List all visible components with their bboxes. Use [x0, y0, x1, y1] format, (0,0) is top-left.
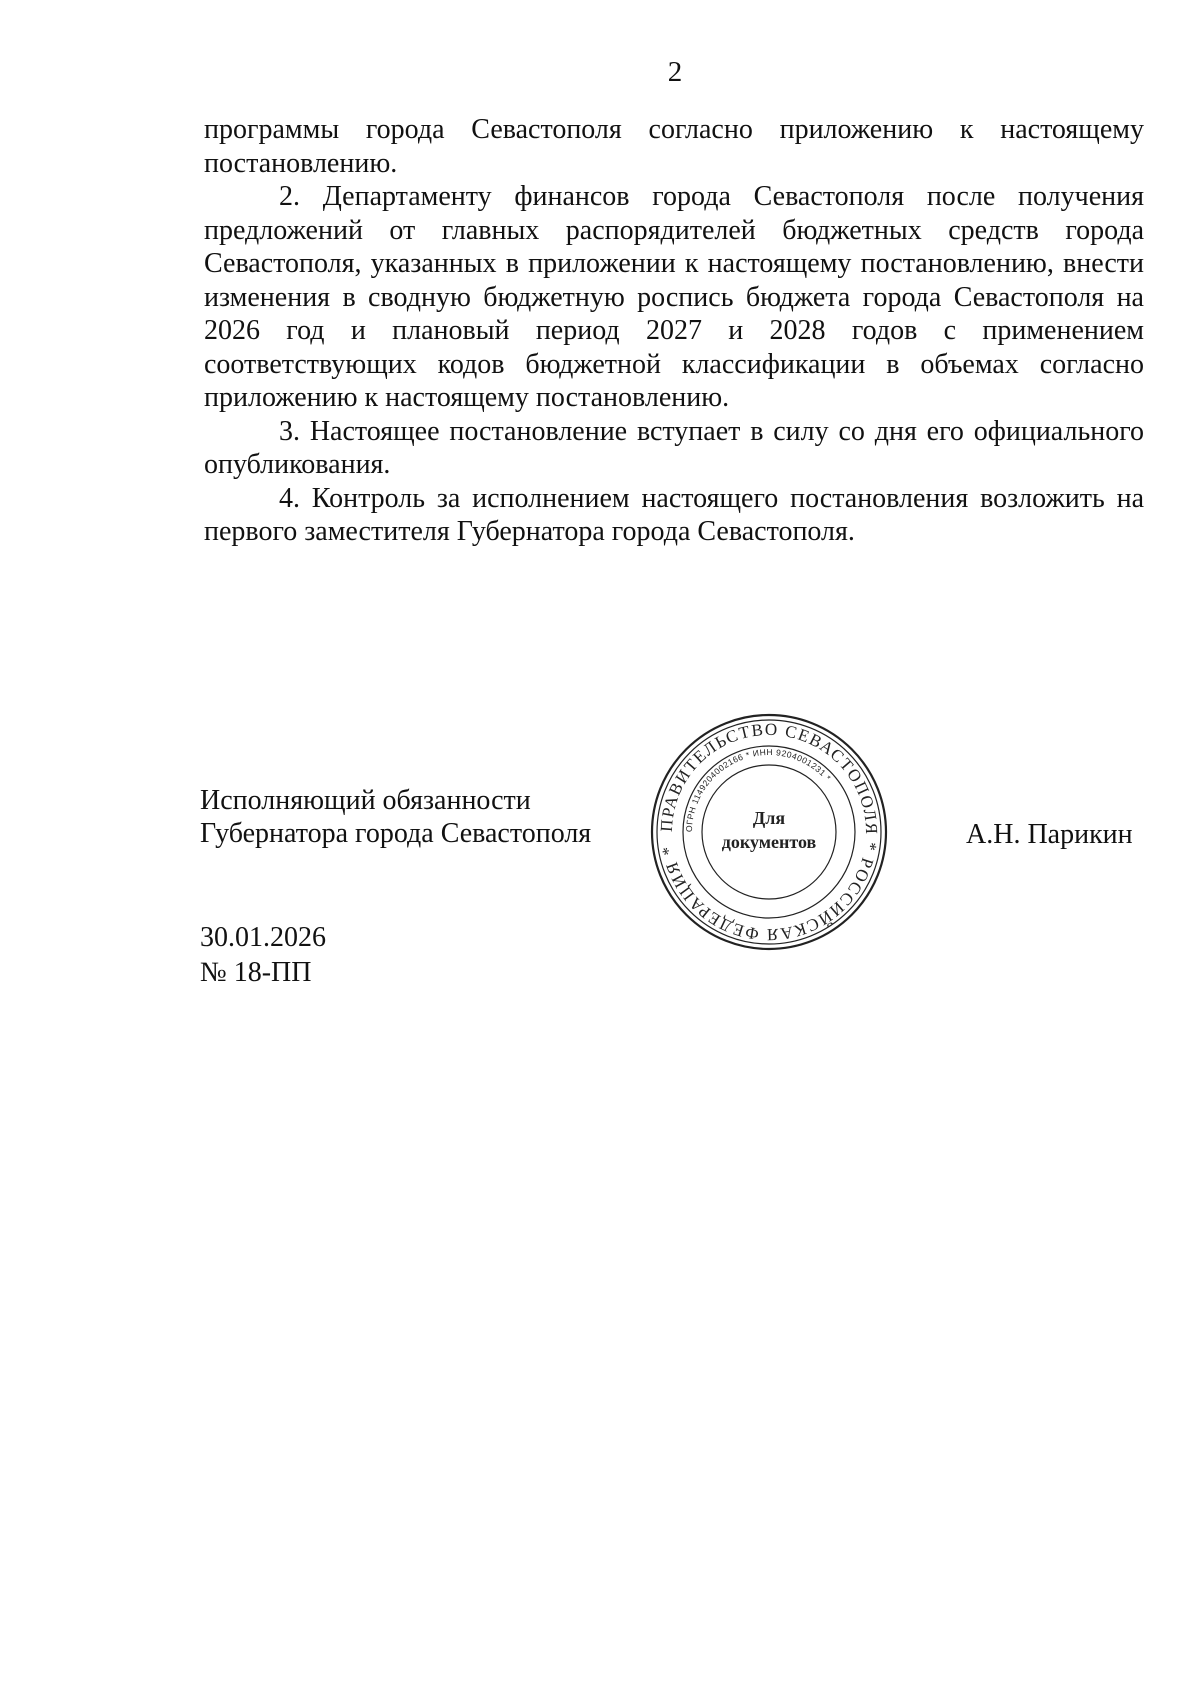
signatory-name: А.Н. Парикин [966, 819, 1133, 850]
page-number: 2 [667, 56, 683, 88]
paragraph-item-3: 3. Настоящее постановление вступает в силу со дня его официального опубликования. [204, 415, 1144, 480]
official-seal [649, 712, 889, 952]
signature-title [200, 784, 591, 850]
seal-center-line2: документов [721, 832, 817, 852]
paragraph-item-2: 2. Департаменту финансов города Севастополя после получения предложений от главных распорядителей бюджетных средств города Севастополя, указанных в приложении к настоящему постановлению, внести изменения в сводную бюджетную роспись бюджета города Севастополя на 2026 год и плановый период 2027 и 2028 годов с применением соответствующих кодов бюджетной классификации в объемах согласно приложению к настоящему постановлению. [204, 181, 1144, 413]
document-date: 30.01.2026 [200, 922, 326, 953]
document-number: № 18-ПП [200, 957, 312, 988]
body-text [204, 113, 1144, 549]
seal-inner-text: ОГРН 1149204002166 * ИНН 9204001231 * [683, 746, 834, 833]
signature-title-line1: Исполняющий обязанности [200, 785, 531, 816]
paragraph-continuation: программы города Севастополя согласно приложению к настоящему постановлению. [204, 114, 1144, 179]
signature-title-line2: Губернатора города Севастополя [200, 818, 592, 849]
seal-center-line1: Для [752, 808, 786, 828]
seal-outer-text: ПРАВИТЕЛЬСТВО СЕВАСТОПОЛЯ * РОССИЙСКАЯ ФЕДЕРАЦИЯ * [656, 719, 882, 945]
seal-graphic [649, 712, 889, 952]
document-registration [200, 920, 326, 990]
paragraph-item-4: 4. Контроль за исполнением настоящего постановления возложить на первого заместителя Губернатора города Севастополя. [204, 482, 1144, 547]
